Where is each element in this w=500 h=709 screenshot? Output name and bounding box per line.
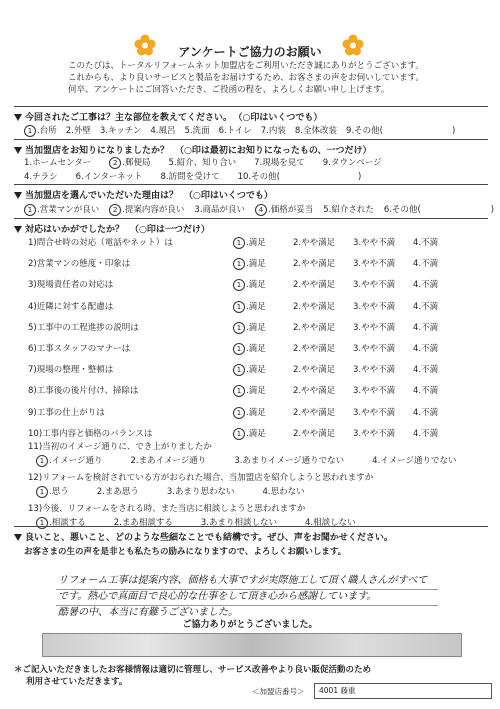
rating-row-label: 3)現場責任者の対応は (28, 280, 114, 291)
q2-options-2[interactable]: 4.チラシ 6.インターネット 8.訪問を受けて 10.その他( ) (24, 172, 362, 182)
q5-sub: お客さまの生の声を是非とも私たちの励みになりますので、よろしくお願いします。 (24, 547, 347, 557)
option-item[interactable]: 4.不満 (413, 301, 439, 312)
option-item[interactable]: 2.やや満足 (293, 428, 336, 439)
q12-label: 12)リフォームを検討されている方がおられた場合、当加盟店を紹介しようと思われますか (28, 473, 374, 483)
rating-row-label: 8)工事後の後片付け、掃除は (28, 386, 139, 397)
option-item[interactable]: 1 .相談する (36, 518, 86, 528)
option-item[interactable]: 9.その他( (346, 126, 383, 136)
rating-row-label: 5)工事中の工程進捗の説明は (28, 322, 139, 333)
rating-row-label: 2)営業マンの態度・印象は (28, 259, 131, 270)
option-item[interactable]: 6.インターネット (75, 172, 143, 182)
option-item[interactable]: 1 .営業マンが良い (24, 205, 99, 215)
option-item[interactable]: 3.商品が良い (194, 205, 246, 215)
option-item[interactable]: 4.相談しない (304, 518, 356, 528)
privacy-note: ＊ご記入いただきましたお客様情報は適切に管理し、サービス改善やより良い販促活動のため 利用させていただきます。 (14, 665, 372, 687)
option-item[interactable]: 1 .思う (36, 487, 69, 497)
option-item[interactable]: 1 .満足 (233, 384, 293, 397)
option-item[interactable]: 1 .満足 (233, 236, 293, 249)
rating-row-label: 10)工事内容と価格のバランスは (28, 428, 153, 439)
option-item[interactable]: 1 .満足 (233, 427, 293, 440)
rating-row (28, 257, 488, 270)
option-item[interactable]: 2.やや満足 (293, 280, 336, 291)
option-item[interactable]: 4.チラシ (24, 172, 58, 182)
q3-options[interactable]: 1 .営業マンが良い 2 .提案内容が良い 3.商品が良い 4 .価格が妥当 5.紹介された 6.その他( ) (24, 203, 494, 216)
option-item[interactable]: 3.キッチン (99, 126, 142, 136)
option-item[interactable]: 2.まあ相談する (113, 518, 173, 528)
option-item[interactable]: 1 .イメージ通り (36, 456, 102, 466)
option-item[interactable]: 4.不満 (413, 365, 439, 376)
rating-row (28, 236, 488, 249)
shop-number-field: 4001 藤重 (314, 683, 492, 699)
option-item[interactable]: 2.やや満足 (293, 407, 336, 418)
option-item[interactable]: 3.やや不満 (353, 259, 396, 270)
option-item[interactable]: 2 .郵便局 (109, 158, 150, 168)
option-item[interactable]: 8.訪問を受けて (160, 172, 220, 182)
option-item[interactable]: 4.不満 (413, 386, 439, 397)
option-item[interactable]: 2.やや満足 (293, 344, 336, 354)
q13-label: 13)今後、リフォームをされる時、また当店に相談しようと思われますか (28, 504, 306, 514)
option-item[interactable]: 4.不満 (413, 280, 439, 291)
rating-row-label: 4)近隣に対する配慮は (28, 301, 114, 312)
page-title: アンケートご協力のお願い (178, 45, 322, 59)
option-item[interactable]: 7.現場を見て (254, 158, 305, 168)
rating-row-label: 1)問合せ時の対応（電話やネット）は (28, 238, 173, 248)
option-item[interactable]: 2.やや満足 (293, 365, 336, 376)
option-item[interactable]: 1 .満足 (233, 321, 293, 334)
option-item[interactable]: 3.やや不満 (353, 301, 396, 312)
option-item[interactable]: 3.やや不満 (353, 344, 396, 354)
rating-row (28, 406, 488, 419)
option-item[interactable]: 2.やや満足 (293, 322, 336, 333)
q1-options[interactable]: 1 .台所 2.外壁 3.キッチン 4.風呂 5.洗面 6.トイレ 7.内装 8.全体改装 9.その他( ) (24, 124, 455, 137)
q13-options[interactable] (36, 516, 496, 529)
option-item[interactable]: 3.やや不満 (353, 365, 396, 376)
option-item[interactable]: 4 .価格が妥当 (255, 205, 313, 215)
option-item[interactable]: 1 .満足 (233, 278, 293, 291)
q2-label: 当加盟店をお知りになりましたか？ （○印は最初にお知りになったもの、一つだけ） (14, 143, 372, 156)
option-item[interactable]: 4.不満 (413, 344, 439, 354)
shop-number-label: ＜加盟店番号＞ (252, 687, 305, 696)
rating-row (28, 427, 488, 440)
option-item[interactable]: 4.不満 (413, 428, 439, 439)
redacted-customer-info (42, 633, 462, 657)
option-item[interactable]: 2.やや満足 (293, 259, 336, 270)
rating-row (28, 342, 488, 355)
option-item[interactable]: 10.その他( (237, 172, 280, 182)
rating-row-label: 7)現場の整理・整頓は (28, 365, 114, 376)
q3-label: 当加盟店を選んでいただいた理由は？ （○印はいくつでも） (14, 188, 273, 201)
option-item[interactable]: 2.まあ思う (96, 487, 139, 497)
option-item[interactable]: 2 .提案内容が良い (109, 205, 184, 215)
option-item[interactable]: 5.洗面 (184, 126, 210, 136)
option-item[interactable]: 1 .満足 (233, 363, 293, 376)
option-item[interactable]: 3.やや不満 (353, 428, 396, 439)
q1-label: 今回されたご工事は？主な部位を教えてください。 （○印はいくつでも） (14, 110, 322, 123)
option-item[interactable]: 7.内装 (260, 126, 286, 136)
option-item[interactable]: 8.全体改装 (294, 126, 338, 136)
rating-row (28, 321, 488, 334)
option-item[interactable]: 3.あまり思わない (166, 487, 235, 497)
option-item[interactable]: 1 .満足 (233, 257, 293, 270)
q2-options[interactable] (24, 156, 484, 169)
option-item[interactable]: 1 .満足 (233, 300, 293, 313)
q12-options[interactable] (36, 485, 496, 498)
option-item[interactable]: 3.やや不満 (353, 280, 396, 291)
option-item[interactable]: 1 .満足 (233, 342, 293, 355)
option-item[interactable]: 2.外壁 (65, 126, 91, 136)
thanks-text: ご協力ありがとうございました。 (182, 620, 318, 630)
option-item[interactable]: 4.思わない (262, 487, 305, 497)
option-item[interactable]: 4.不満 (413, 238, 439, 248)
rating-row (28, 363, 488, 376)
option-item[interactable]: 6.トイレ (218, 126, 252, 136)
option-item[interactable]: 3.やや不満 (353, 238, 396, 248)
option-item[interactable]: 1 .満足 (233, 406, 293, 419)
rating-row (28, 300, 488, 313)
option-item[interactable]: 5.紹介された (323, 205, 374, 215)
option-item[interactable]: 3.やや不満 (353, 322, 396, 333)
option-item[interactable]: 3.やや不満 (353, 386, 396, 397)
q4-label: 対応はいかがでしたか？ （○印は一つだけ） (14, 222, 210, 235)
option-item[interactable]: 6.その他( (383, 205, 421, 215)
q5-label: 良いこと、悪いこと、どのような些細なことでも結構です。ぜひ、声をお聞かせください。 (14, 530, 393, 543)
rating-row-label: 9)工事の仕上がりは (28, 407, 105, 418)
rating-row (28, 384, 488, 397)
option-item[interactable]: 3.やや不満 (353, 407, 396, 418)
customer-comment: リフォーム工事は提案内容、価格も大事ですが実際施工して頂く職人さんがすべて です。熱心で真面目で良心的な仕事をして頂き心から感謝しています。 酷暑の中、本当に有難うございました。 (58, 575, 428, 618)
option-item[interactable]: 4.イメージ通りでない (372, 456, 457, 466)
option-item[interactable]: 2.やや満足 (293, 238, 336, 248)
option-item[interactable]: 2.やや満足 (293, 386, 336, 397)
option-item[interactable]: 1.ホームセンター (24, 158, 92, 168)
rating-row (28, 278, 488, 291)
option-item[interactable]: 2.やや満足 (293, 301, 336, 312)
intro-text: このたびは、トータルリフォームネット加盟店をご利用いただき誠にありがとうございます。 これからも、より良いサービスと製品をお届けするため、お客さまの声をお伺いしています。 何卒、アンケートにご回答いただき、ご投函の程を、よろしくお願い申し上げます。 (68, 61, 424, 95)
option-item[interactable]: 9.タウンページ (322, 158, 382, 168)
option-item[interactable]: 4.風呂 (150, 126, 176, 136)
option-item[interactable]: 2.まあイメージ通り (130, 456, 207, 466)
option-item[interactable]: 4.不満 (413, 407, 439, 418)
option-item[interactable]: 3.あまり相談しない (200, 518, 277, 528)
rating-row-label: 6)工事スタッフのマナーは (28, 344, 131, 354)
option-item[interactable]: 1 .台所 (24, 126, 57, 136)
option-item[interactable]: 3.あまりイメージ通りでない (234, 456, 345, 466)
q11-label: 11)当初のイメージ通りに、でき上がりましたか (28, 442, 212, 452)
q11-options[interactable] (36, 454, 496, 467)
option-item[interactable]: 4.不満 (413, 322, 439, 333)
option-item[interactable]: 4.不満 (413, 259, 439, 270)
option-item[interactable]: 5.紹介、知り合い (168, 158, 237, 168)
